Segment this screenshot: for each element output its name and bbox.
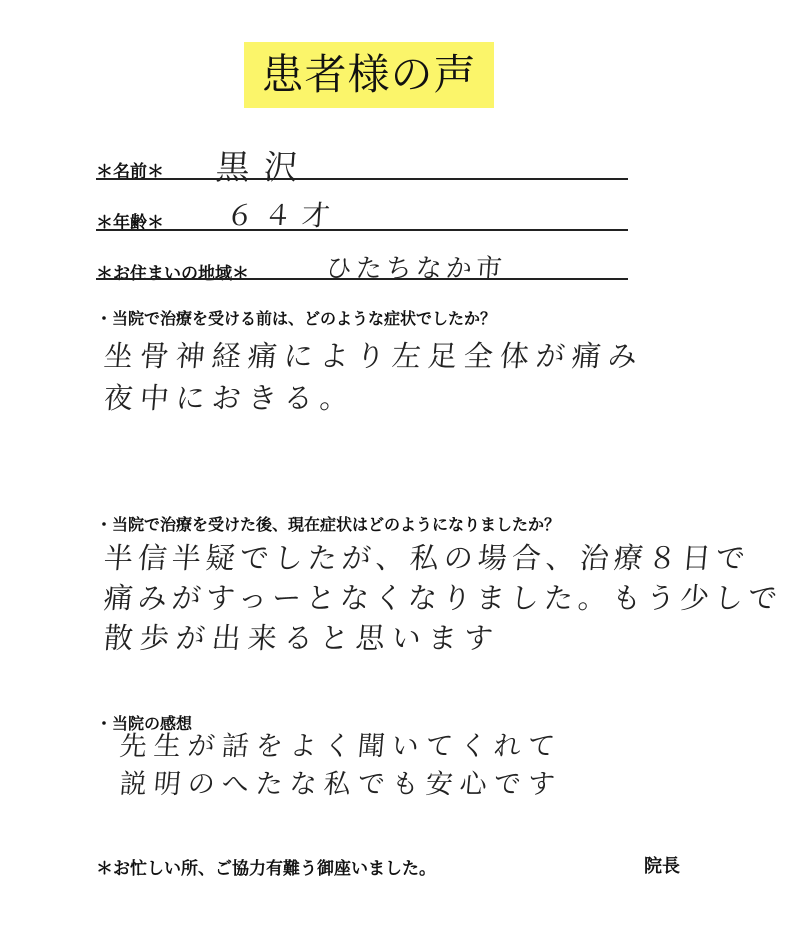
answer-after-line-2: 痛みがすっーとなくなりました。もう少しで bbox=[102, 581, 784, 615]
answer-before-line-2: 夜中におきる。 bbox=[102, 381, 358, 415]
question-impressions: ・当院の感想 bbox=[96, 714, 193, 733]
area-label: ＊お住まいの地域＊ bbox=[96, 264, 249, 284]
page-title: 患者様の声 bbox=[244, 42, 494, 108]
question-after-treatment: ・当院で治療を受けた後、現在症状はどのようになりましたか？ bbox=[96, 515, 561, 534]
answer-impressions-line-1: 先生が話をよく聞いてくれて bbox=[118, 731, 564, 762]
answer-after-line-1: 半信半疑でしたが、私の場合、治療８日で bbox=[102, 541, 752, 575]
name-label: ＊名前＊ bbox=[96, 162, 164, 182]
thanks-note: ＊お忙しい所、ご協力有難う御座いました。 bbox=[96, 859, 436, 879]
area-rule bbox=[96, 278, 628, 280]
name-value: 黒沢 bbox=[214, 148, 314, 188]
question-before-treatment: ・当院で治療を受ける前は、どのような症状でしたか？ bbox=[96, 309, 497, 328]
age-label: ＊年齢＊ bbox=[96, 213, 164, 233]
area-value: ひたちなか市 bbox=[324, 254, 507, 284]
age-value: ６４才 bbox=[224, 199, 342, 232]
name-rule bbox=[96, 178, 628, 180]
age-rule bbox=[96, 229, 628, 231]
director-label: 院長 bbox=[644, 856, 680, 877]
answer-after-line-3: 散歩が出来ると思います bbox=[102, 621, 502, 655]
answer-before-line-1: 坐骨神経痛により左足全体が痛み bbox=[102, 339, 646, 373]
answer-impressions-line-2: 説明のへたな私でも安心です bbox=[118, 769, 564, 800]
